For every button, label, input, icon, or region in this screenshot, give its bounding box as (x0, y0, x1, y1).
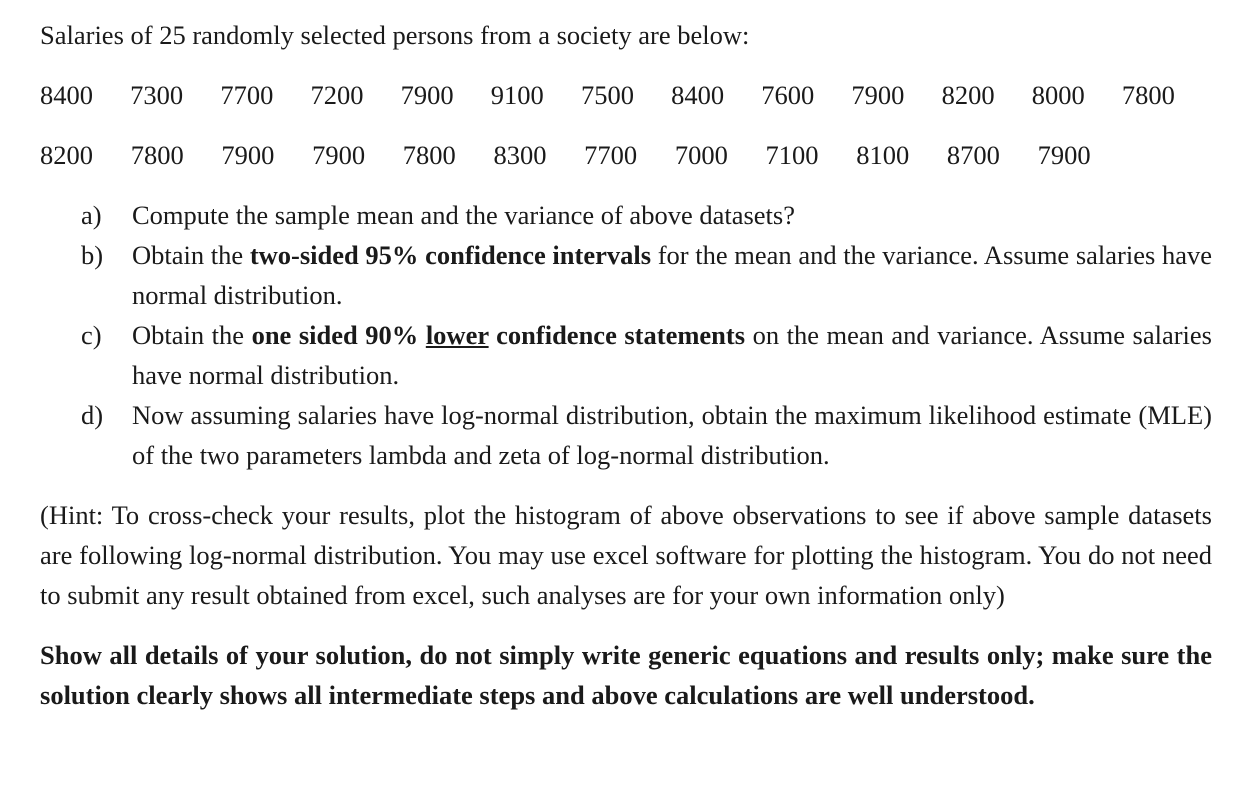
question-b-emphasis: two-sided 95% confidence intervals (249, 240, 652, 270)
question-c-underlined (426, 320, 489, 350)
salary-value: 7800 (130, 140, 184, 170)
salary-value: 8200 (40, 140, 93, 170)
salary-value: 7200 (310, 80, 364, 110)
salary-value: 8700 (946, 140, 1000, 170)
salary-value: 7900 (221, 140, 275, 170)
salary-value: 7900 (312, 140, 366, 170)
question-c-space (418, 320, 426, 350)
question-c-underline-word: lower (425, 320, 489, 350)
salary-row-1 (40, 75, 1212, 115)
question-d (40, 395, 1212, 475)
question-letter: d) (81, 400, 104, 430)
question-text (132, 315, 1212, 395)
question-d-text: Now assuming salaries have log-normal distribution, obtain the maximum likelihood estimate (MLE) of the two parameters lambda and zeta of log-normal distribution. (132, 400, 1212, 470)
salary-value: 8400 (671, 80, 725, 110)
salary-value: 7300 (130, 80, 184, 110)
question-text (132, 235, 1212, 315)
question-a-text: Compute the sample mean and the variance of above datasets? (132, 200, 795, 230)
salary-value: 8300 (493, 140, 547, 170)
salary-value: 7900 (851, 80, 905, 110)
question-c-post: on the mean and variance. Assume salaries have normal distribution. (132, 320, 1212, 390)
question-text (132, 395, 1212, 475)
hint-paragraph: (Hint: To cross-check your results, plot the histogram of above observations to see if above sample datasets are following log-normal distribution. You may use excel software for plotting the histogram. You do not need to submit any result obtained from excel, such analyses are for your own information only) (40, 500, 1212, 610)
question-b-pre: Obtain the (132, 240, 250, 270)
question-b-post: for the mean and the variance. Assume salaries have normal distribution. (132, 240, 1212, 310)
salary-row-2 (40, 135, 1212, 175)
question-a (40, 195, 1212, 235)
question-text (132, 195, 1212, 235)
salary-value: 7900 (400, 80, 454, 110)
salary-value: 8200 (941, 80, 995, 110)
question-c (40, 315, 1212, 395)
salary-value: 8400 (40, 80, 93, 110)
salary-value: 7700 (584, 140, 638, 170)
salary-value: 7700 (220, 80, 274, 110)
salary-value: 7100 (765, 140, 819, 170)
salary-value: 7900 (1037, 140, 1091, 170)
intro-text: Salaries of 25 randomly selected persons from a society are below: (40, 20, 750, 50)
instructions-paragraph: Show all details of your solution, do not simply write generic equations and results only; make sure the solution clearly shows all intermediate steps and above calculations are well understood. (40, 640, 1212, 710)
salary-value: 7000 (674, 140, 728, 170)
document-page (40, 15, 1212, 715)
question-letter: a) (81, 200, 102, 230)
question-c-pre: Obtain the (132, 320, 252, 350)
salary-value: 9100 (490, 80, 544, 110)
salary-value: 8100 (856, 140, 910, 170)
question-c-emphasis-2: confidence statements (488, 320, 746, 350)
question-list (40, 195, 1212, 475)
salary-value: 7600 (761, 80, 815, 110)
question-c-emphasis-1: one sided 90% (251, 320, 419, 350)
salary-value: 7500 (580, 80, 634, 110)
question-b (40, 235, 1212, 315)
salary-value: 7800 (1121, 80, 1175, 110)
question-letter: b) (81, 240, 104, 270)
salary-value: 7800 (402, 140, 456, 170)
salary-value: 8000 (1031, 80, 1085, 110)
question-letter: c) (81, 320, 102, 350)
